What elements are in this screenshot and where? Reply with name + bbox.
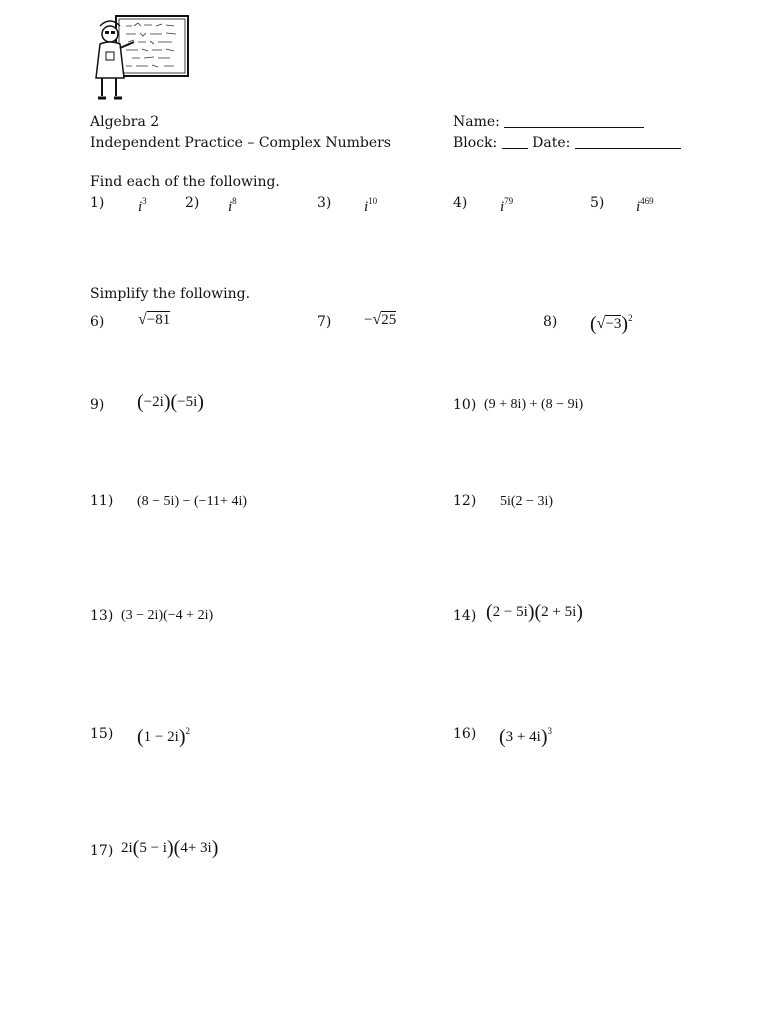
scientist-chalkboard-clipart-icon (86, 14, 192, 106)
problem-number: 17) (90, 843, 114, 859)
square-root-icon: √ (138, 311, 147, 328)
section-instruction-powers: Find each of the following. (90, 174, 280, 190)
problem-number: 4) (453, 195, 468, 211)
problem-expression: $i^8$ (228, 196, 237, 215)
problem-expression: (−2i)(−5i) (137, 391, 204, 413)
name-field[interactable] (453, 114, 644, 130)
course-title: Algebra 2 (90, 114, 160, 130)
problem-expression: (2 − 5i)(2 + 5i) (486, 601, 583, 623)
problem-expression: 2i(5 − i)(4+ 3i) (121, 837, 219, 859)
problem-expression: (9 + 8i) + (8 − 9i) (484, 397, 584, 412)
square-root-icon: √ (596, 315, 606, 332)
name-label: Name: (453, 114, 500, 130)
problem-expression: 5i(2 − 3i) (500, 494, 553, 509)
worksheet-title: Independent Practice – Complex Numbers (90, 135, 391, 151)
problem-expression: (3 − 2i)(−4 + 2i) (121, 608, 214, 623)
date-label: Date: (532, 135, 571, 151)
problem-number: 8) (543, 314, 558, 330)
problem-expression: $i^3$ (138, 196, 147, 215)
square-root-icon: √ (372, 311, 382, 328)
problem-expression: $i^{469}$ (636, 196, 654, 215)
problem-expression: $i^{79}$ (500, 196, 514, 215)
problem-number: 11) (90, 493, 114, 509)
problem-number: 14) (453, 608, 477, 624)
problem-expression: $(3 + 4i)^3$ (499, 726, 552, 748)
problem-expression: √−81 (138, 311, 171, 328)
problem-expression: $(√-3)^2$ (590, 313, 633, 335)
problem-number: 15) (90, 726, 114, 742)
block-label: Block: (453, 135, 498, 151)
problem-expression: −√25 (364, 311, 397, 328)
problem-number: 10) (453, 397, 477, 413)
problem-expression: $(1 - 2i)^2$ (137, 726, 190, 748)
section-instruction-simplify: Simplify the following. (90, 286, 251, 302)
problem-expression: (8 − 5i) − (−11+ 4i) (137, 494, 247, 509)
problem-number: 2) (185, 195, 200, 211)
block-date-field[interactable] (453, 135, 681, 151)
problem-number: 9) (90, 397, 105, 413)
date-blank[interactable] (575, 136, 681, 149)
problem-number: 16) (453, 726, 477, 742)
problem-number: 5) (590, 195, 605, 211)
problem-expression: $i^{10}$ (364, 196, 378, 215)
problem-number: 6) (90, 314, 105, 330)
problem-number: 13) (90, 608, 114, 624)
problem-number: 7) (317, 314, 332, 330)
problem-number: 12) (453, 493, 477, 509)
problem-number: 1) (90, 195, 105, 211)
name-blank[interactable] (504, 115, 644, 128)
problem-number: 3) (317, 195, 332, 211)
block-blank[interactable] (502, 136, 528, 149)
